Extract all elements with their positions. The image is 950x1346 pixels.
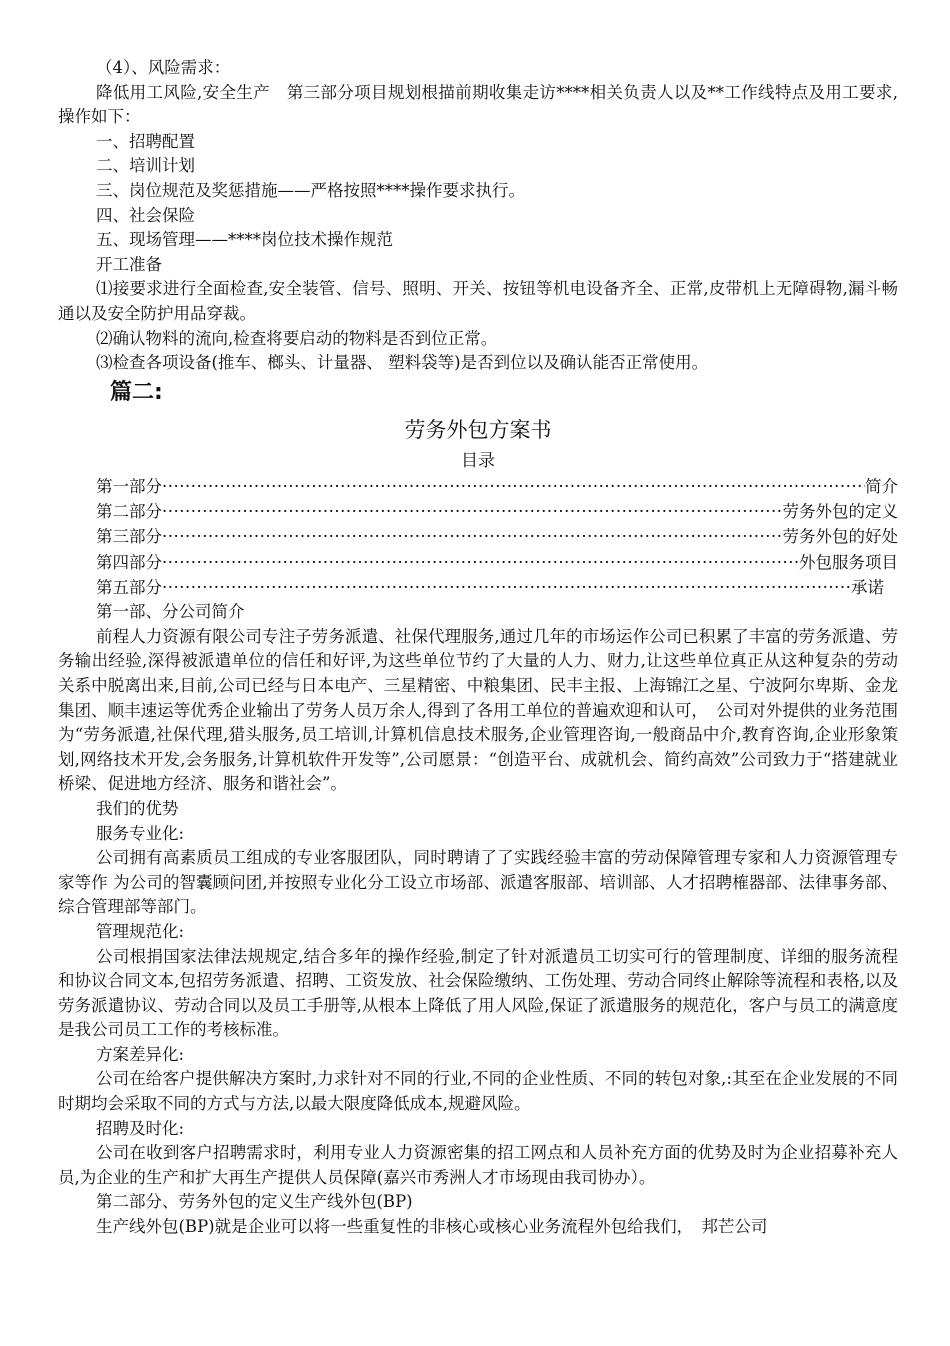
part2-heading: 第二部分、劳务外包的定义生产线外包(BP): [96, 1192, 413, 1212]
toc-leader: [162, 524, 783, 549]
plan-item: 五、现场管理——****岗位技术操作规范: [96, 230, 393, 250]
toc-part: 第一部分: [96, 476, 162, 496]
prep-item: ⑴接要求进行全面检查,安全装管、信号、照明、开关、按钮等机电设备齐全、正常,皮带机上无障碍物,漏斗畅通以及安全防护用品穿裁。: [58, 279, 898, 323]
toc-entry[interactable]: [58, 474, 898, 499]
toc-title: 目录: [461, 450, 495, 471]
plan-item: 四、社会保险: [96, 205, 195, 225]
toc-name: 简介: [865, 476, 898, 496]
toc-leader: [162, 499, 783, 524]
plan-item: 一、招聘配置: [96, 131, 195, 151]
prep-title: 开工准备: [96, 254, 162, 274]
risk-paragraph: 降低用工风险,安全生产 第三部分项目规划根描前期收集走访****相关负责人以及**工作线特点及用工要求,操作如下：: [58, 82, 898, 127]
toc-leader: [162, 474, 865, 499]
toc-name: 承诺: [851, 577, 884, 597]
toc-part: 第三部分: [96, 527, 162, 547]
part2-paragraph: 生产线外包(BP)就是企业可以将一些重复性的非核心或核心业务流程外包给我们， 邦芒公司: [96, 1217, 768, 1237]
toc-entry[interactable]: [58, 575, 898, 600]
advantage-title: 服务专业化:: [96, 823, 185, 843]
toc-part: 第二部分: [96, 502, 162, 522]
prep-item: ⑵确认物料的流向,检查将要启动的物料是否到位正常。: [96, 328, 498, 348]
toc-entry[interactable]: [58, 550, 898, 575]
toc-entry[interactable]: [58, 499, 898, 524]
intro-paragraph: 前程人力资源有限公司专注子劳务派遣、社保代理服务,通过几年的市场运作公司已积累了丰富的劳务派遣、劳务输出经验,深得被派遣单位的信任和好评,为这些单位节约了大量的人力、财力,让这些单位真正从这种复杂的劳动关系中脱离出来,目前,公司已经与日本电产、三星精密、中粮集团、民丰主报、上海锦江之星、宁波阿尔卑斯、金龙集团、顺丰速运等优秀企业输出了劳务人员万余人,得到了各用工单位的普遍欢迎和认可， 公司对外提供的业务范围为“劳务派遣,社保代理,猎头服务,员工培训,计算机信息技术服务,企业管理咨询,一般商品中介,教育咨询,企业形象策划,网络技术开发,会务服务,计算机软件开发等”,公司愿景：“创造平台、成就机会、简约高效”公司致力于“搭建就业桥梁、促进地方经济、服务和谐社会”。: [58, 626, 898, 794]
toc-leader: [162, 575, 851, 600]
intro-heading: 第一部、分公司简介: [96, 602, 245, 622]
toc-entry[interactable]: [58, 524, 898, 549]
advantage-title: 招聘及时化:: [96, 1118, 185, 1138]
toc-name: 外包服务项目: [799, 552, 898, 572]
advantage-title: 管理规范化:: [96, 921, 185, 941]
document-title: 劳务外包方案书: [404, 417, 552, 442]
prep-item: ⑶检查各项设备(推车、榔头、计量器、 塑料袋等)是否到位以及确认能否正常使用。: [96, 353, 709, 373]
toc-part: 第五部分: [96, 577, 162, 597]
risk-heading: （4）、风险需求：: [96, 58, 231, 77]
toc-part: 第四部分: [96, 552, 162, 572]
toc-name: 劳务外包的好处: [782, 527, 898, 547]
advantage-text: 公司在收到客户招聘需求时，利用专业人力资源密集的招工网点和人员补充方面的优势及时为企业招募补充人员,为企业的生产和扩大再生产提供人员保障(嘉兴市秀洲人才市场现由我司协办）。: [58, 1143, 898, 1187]
advantage-text: 公司根捐国家法律法规规定,结合多年的操作经验,制定了针对派遣员工切实可行的管理制度、详细的服务流程和协议合同文本,包招劳务派遣、招聘、工资发放、社会保险缴纳、工伤处理、劳动合同终止解除等流程和表格,以及劳务派遣协议、劳动合同以及员工手册等,从根本上降低了用人风险,保证了派遣服务的规范化，客户与员工的满意度是我公司员工工作的考核标准。: [58, 946, 898, 1040]
toc-leader: [162, 550, 799, 575]
document-page: [58, 56, 898, 1240]
advantage-text: 公司拥有高素质员工组成的专业客服团队，同时聘请了了实践经验丰富的劳动保障管理专家和人力资源管理专家等作 为公司的智囊顾问团,并按照专业化分工设立市场部、派遣客服部、培训部、人才招聘榷器部、法律事务部、综合管理部等部门。: [58, 848, 898, 917]
part-two-label: 篇二:: [110, 379, 163, 405]
toc-name: 劳务外包的定义: [782, 502, 898, 522]
advantage-text: 公司在给客户提供解决方案时,力求针对不同的行业,不同的企业性质、不同的转包对象,:其至在企业发展的不同时期均会采取不同的方式与方法,以最大限度降低成本,规避风险。: [58, 1069, 898, 1114]
advantage-title: 方案差异化:: [96, 1044, 185, 1064]
advantages-heading: 我们的优势: [96, 798, 179, 818]
plan-item: 三、岗位规范及奖惩措施——严格按照****操作要求执行。: [96, 180, 525, 200]
plan-item: 二、培训计划: [96, 156, 195, 176]
